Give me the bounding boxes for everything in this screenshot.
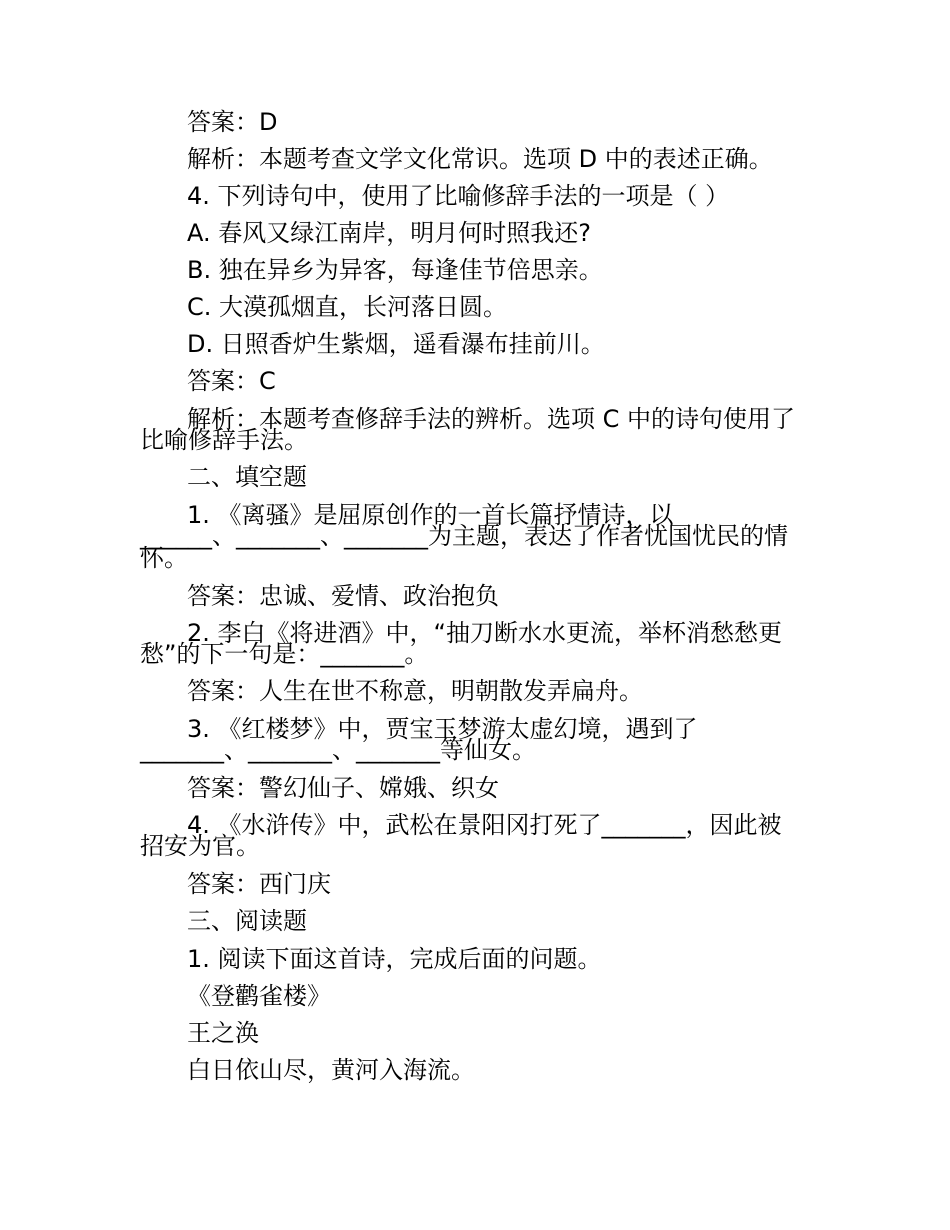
mc-q3-answer: 答案：D bbox=[187, 108, 278, 136]
fill-q3-line2: _______、_______、_______等仙女。 bbox=[140, 736, 536, 764]
section-reading-heading: 三、阅读题 bbox=[187, 907, 307, 935]
fill-q1-line1: 1. 《离骚》是屈原创作的一首长篇抒情诗，以 bbox=[187, 501, 674, 529]
fill-q4-line1: 4. 《水浒传》中，武松在景阳冈打死了_______，因此被 bbox=[187, 811, 782, 839]
fill-q1-line3: 怀。 bbox=[140, 544, 188, 572]
mc-q4-option-b: B. 独在异乡为异客，每逢佳节倍思亲。 bbox=[187, 256, 603, 284]
fill-q2-answer: 答案：人生在世不称意，明朝散发弄扁舟。 bbox=[187, 677, 643, 705]
mc-q4-option-d: D. 日照香炉生紫烟，遥看瀑布挂前川。 bbox=[187, 330, 605, 358]
mc-q3-analysis: 解析：本题考查文学文化常识。选项 D 中的表述正确。 bbox=[187, 145, 773, 173]
mc-q4-option-c: C. 大漠孤烟直，长河落日圆。 bbox=[187, 293, 508, 321]
section-fill-heading: 二、填空题 bbox=[187, 463, 307, 491]
fill-q3-answer: 答案：警幻仙子、嫦娥、织女 bbox=[187, 774, 499, 802]
fill-q4-line2: 招安为官。 bbox=[140, 832, 260, 860]
mc-q4-analysis-line2: 比喻修辞手法。 bbox=[140, 426, 308, 454]
poem-title: 《登鹳雀楼》 bbox=[187, 982, 331, 1010]
reading-q1: 1. 阅读下面这首诗，完成后面的问题。 bbox=[187, 945, 602, 973]
fill-q4-answer: 答案：西门庆 bbox=[187, 870, 331, 898]
mc-q4-analysis-line1: 解析：本题考查修辞手法的辨析。选项 C 中的诗句使用了 bbox=[187, 405, 796, 433]
fill-q3-line1: 3. 《红楼梦》中，贾宝玉梦游太虚幻境，遇到了 bbox=[187, 715, 698, 743]
poem-line1: 白日依山尽，黄河入海流。 bbox=[187, 1056, 475, 1084]
fill-q2-line2: 愁”的下一句是：_______。 bbox=[140, 640, 429, 668]
fill-q2-line1: 2. 李白《将进酒》中，“抽刀断水水更流，举杯消愁愁更 bbox=[187, 619, 782, 647]
mc-q4-answer: 答案：C bbox=[187, 367, 276, 395]
mc-q4-option-a: A. 春风又绿江南岸，明月何时照我还? bbox=[187, 219, 591, 247]
fill-q1-answer: 答案：忠诚、爱情、政治抱负 bbox=[187, 582, 499, 610]
poem-author: 王之涣 bbox=[187, 1019, 259, 1047]
mc-q4-question: 4. 下列诗句中，使用了比喻修辞手法的一项是（ ） bbox=[187, 182, 730, 210]
fill-q1-line2: ______、_______、_______为主题，表达了作者忧国忧民的情 bbox=[140, 522, 788, 550]
